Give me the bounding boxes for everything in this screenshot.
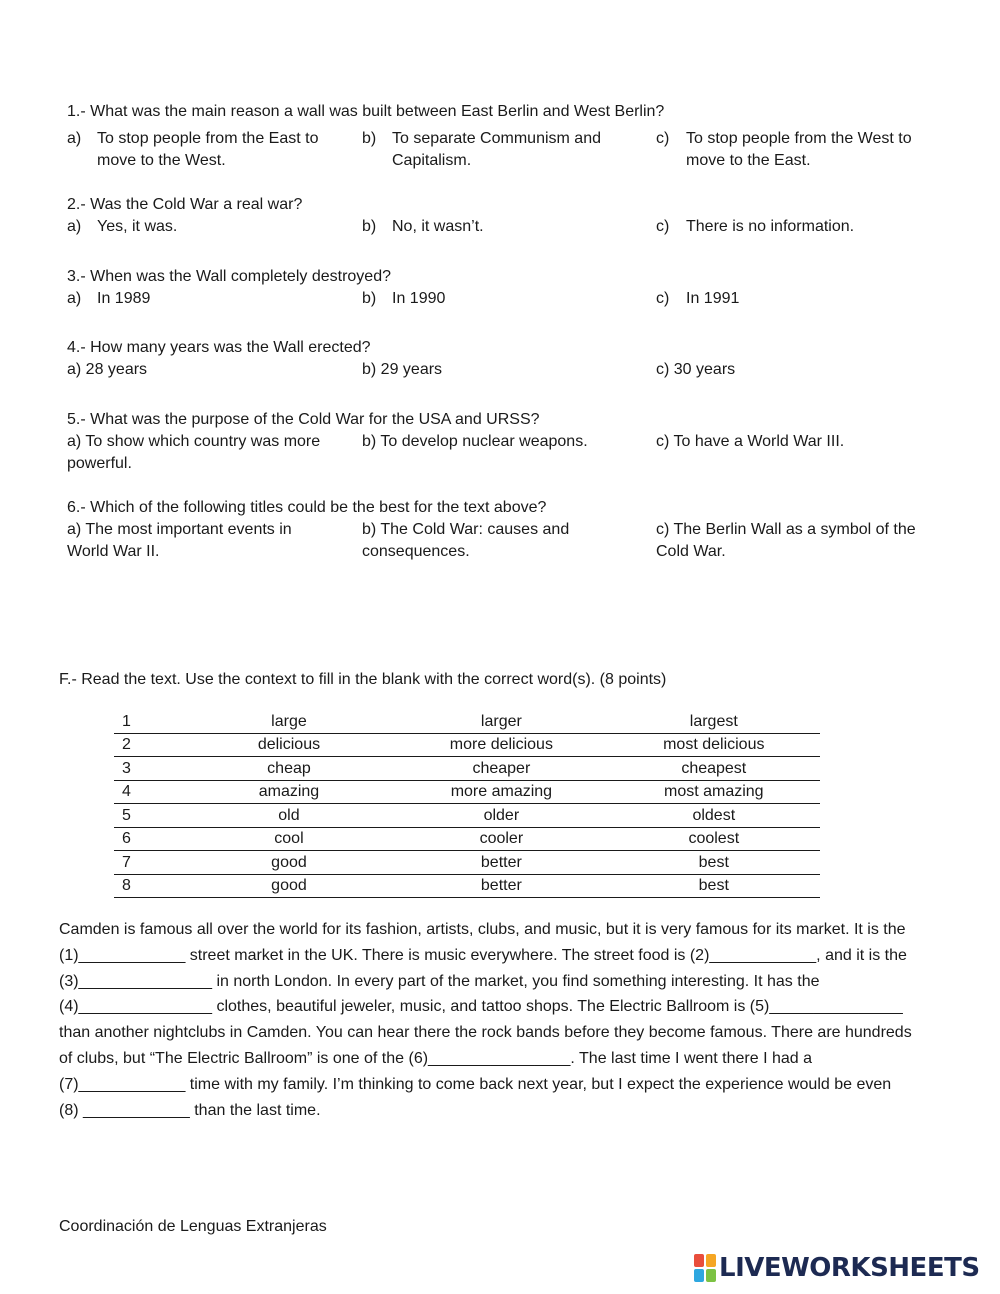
- passage-line: (1)____________ street market in the UK. There is music everywhere. The street food is (2)____________, and it is the: [59, 946, 907, 964]
- section-f-instruction: F.- Read the text. Use the context to fill in the blank with the correct word(s). (8 points): [59, 671, 667, 688]
- row-number: 4: [114, 780, 183, 804]
- row-number: 5: [114, 804, 183, 828]
- word-cell: large: [183, 710, 395, 733]
- option-b[interactable]: b) To separate Communism and Capitalism.: [362, 130, 601, 169]
- row-number: 6: [114, 827, 183, 851]
- option-b[interactable]: b) 29 years: [362, 361, 443, 378]
- word-cell: old: [183, 804, 395, 828]
- table-row: [114, 827, 820, 851]
- passage-line: than another nightclubs in Camden. You can hear there the rock bands before they become famous. There are hundreds: [59, 1024, 912, 1042]
- option-b[interactable]: b) To develop nuclear weapons.: [362, 433, 588, 450]
- passage-line: of clubs, but “The Electric Ballroom” is one of the (6)________________. The last time I went there I had a: [59, 1049, 813, 1067]
- word-cell: more delicious: [395, 733, 607, 757]
- option-b[interactable]: b) In 1990: [362, 290, 446, 307]
- passage-line: (8) ____________ than the last time.: [59, 1101, 321, 1119]
- passage-line: (3)_______________ in north London. In every part of the market, you find something interesting. It has the: [59, 972, 820, 990]
- option-c[interactable]: c) To stop people from the West to move to the East.: [656, 130, 912, 169]
- option-b[interactable]: b) No, it wasn’t.: [362, 218, 484, 235]
- word-cell: cheaper: [395, 757, 607, 781]
- question-title: 4.- How many years was the Wall erected?: [67, 339, 371, 356]
- row-number: 8: [114, 874, 183, 898]
- table-row: [114, 851, 820, 875]
- logo-square: [694, 1269, 704, 1282]
- word-cell: more amazing: [395, 780, 607, 804]
- row-number: 7: [114, 851, 183, 875]
- liveworksheets-logo[interactable]: [694, 1253, 980, 1283]
- word-cell: good: [183, 874, 395, 898]
- option-c[interactable]: c) The Berlin Wall as a symbol of the Cold War.: [656, 521, 916, 560]
- word-cell: best: [608, 851, 820, 875]
- question-3: [67, 266, 947, 334]
- word-cell: cheapest: [608, 757, 820, 781]
- row-number: 3: [114, 757, 183, 781]
- table-row: [114, 780, 820, 804]
- passage-line: (7)____________ time with my family. I’m thinking to come back next year, but I expect the experience would be even: [59, 1075, 892, 1093]
- option-b[interactable]: b) The Cold War: causes and consequences.: [362, 521, 570, 560]
- option-c[interactable]: c) In 1991: [656, 290, 740, 307]
- question-4: [67, 337, 947, 405]
- table-row: [114, 710, 820, 733]
- row-number: 2: [114, 733, 183, 757]
- option-a[interactable]: a) Yes, it was.: [67, 218, 178, 235]
- row-number: 1: [114, 710, 183, 733]
- word-bank-table: [114, 710, 820, 898]
- question-2: [67, 194, 947, 262]
- table-row: [114, 804, 820, 828]
- question-title: 6.- Which of the following titles could be the best for the text above?: [67, 499, 547, 516]
- option-a[interactable]: a) To show which country was more powerful.: [67, 433, 321, 472]
- option-c[interactable]: c) 30 years: [656, 361, 736, 378]
- table-row: [114, 874, 820, 898]
- word-cell: most amazing: [608, 780, 820, 804]
- option-c[interactable]: c) There is no information.: [656, 218, 855, 235]
- option-a[interactable]: a) 28 years: [67, 361, 148, 378]
- option-c[interactable]: c) To have a World War III.: [656, 433, 845, 450]
- word-cell: delicious: [183, 733, 395, 757]
- logo-text: LIVEWORKSHEETS: [719, 1253, 980, 1283]
- word-cell: older: [395, 804, 607, 828]
- option-a[interactable]: a) The most important events in World War II.: [67, 521, 292, 560]
- passage-line: (4)_______________ clothes, beautiful jeweler, music, and tattoo shops. The Electric Ballroom is (5)_______________: [59, 998, 903, 1016]
- word-cell: coolest: [608, 827, 820, 851]
- logo-square: [706, 1269, 716, 1282]
- option-a[interactable]: a) To stop people from the East to move to the West.: [67, 130, 319, 169]
- table-row: [114, 733, 820, 757]
- table-row: [114, 757, 820, 781]
- word-cell: better: [395, 851, 607, 875]
- word-cell: best: [608, 874, 820, 898]
- question-title: 5.- What was the purpose of the Cold War for the USA and URSS?: [67, 411, 540, 428]
- word-cell: most delicious: [608, 733, 820, 757]
- word-cell: oldest: [608, 804, 820, 828]
- fill-in-passage: [59, 917, 949, 1123]
- word-cell: amazing: [183, 780, 395, 804]
- question-title: 1.- What was the main reason a wall was built between East Berlin and West Berlin?: [67, 103, 665, 120]
- question-6: [67, 497, 947, 565]
- logo-mark-icon: [694, 1254, 716, 1282]
- question-5: [67, 409, 947, 477]
- question-title: 3.- When was the Wall completely destroyed?: [67, 268, 391, 285]
- option-a[interactable]: a) In 1989: [67, 290, 151, 307]
- footer-text: Coordinación de Lenguas Extranjeras: [59, 1218, 327, 1235]
- word-cell: better: [395, 874, 607, 898]
- word-cell: cheap: [183, 757, 395, 781]
- word-cell: cooler: [395, 827, 607, 851]
- passage-line: Camden is famous all over the world for its fashion, artists, clubs, and music, but it is very famous for its market. It is the: [59, 921, 906, 938]
- word-cell: largest: [608, 710, 820, 733]
- word-cell: cool: [183, 827, 395, 851]
- logo-square: [694, 1254, 704, 1267]
- word-cell: good: [183, 851, 395, 875]
- question-title: 2.- Was the Cold War a real war?: [67, 196, 303, 213]
- word-cell: larger: [395, 710, 607, 733]
- question-1: [67, 101, 947, 174]
- logo-square: [706, 1254, 716, 1267]
